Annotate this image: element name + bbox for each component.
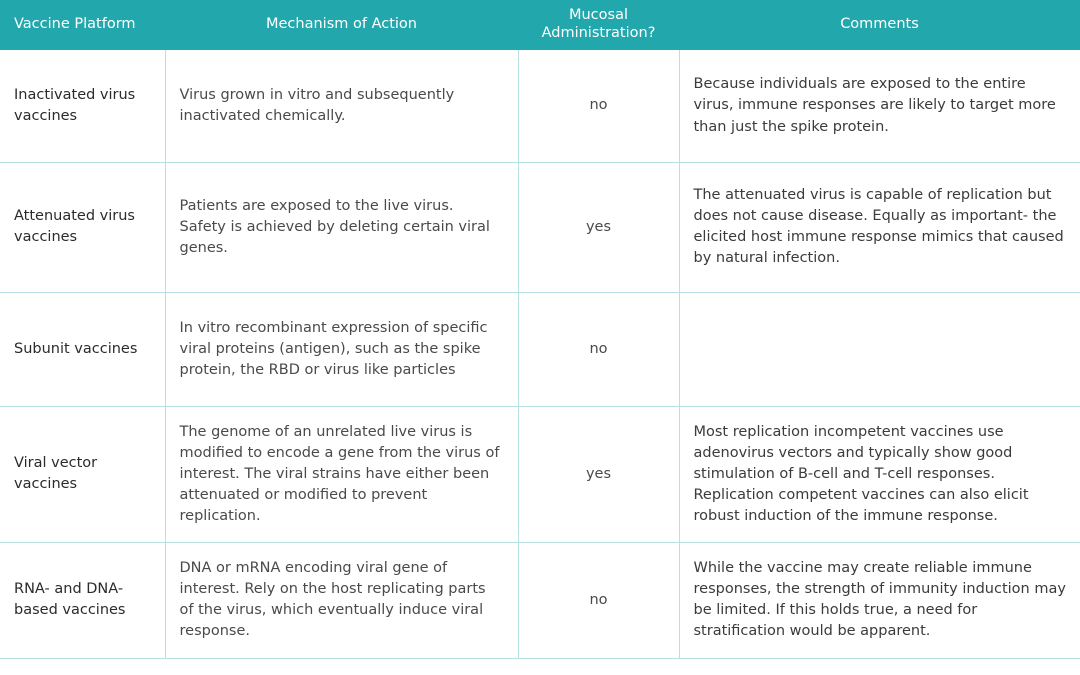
column-header-comments: Comments (679, 0, 1080, 50)
cell-comments: Most replication incompetent vaccines use adenovirus vectors and typically show good stimulation of B-cell and T-cell responses. Replication competent vaccines can also elicit robust induction of the immune response. (679, 406, 1080, 542)
table-row (0, 162, 1080, 292)
table-row (0, 542, 1080, 658)
header-row (0, 0, 1080, 50)
cell-comments: The attenuated virus is capable of replication but does not cause disease. Equally as important- the elicited host immune response mimics that caused by natural infection. (679, 162, 1080, 292)
cell-mucosal-administration: yes (518, 162, 679, 292)
cell-vaccine-platform: RNA- and DNA-based vaccines (0, 542, 165, 658)
table-row (0, 50, 1080, 162)
column-header-mechanism-of-action: Mechanism of Action (165, 0, 518, 50)
cell-mechanism-of-action: Virus grown in vitro and subsequently inactivated chemically. (165, 50, 518, 162)
cell-mucosal-administration: yes (518, 406, 679, 542)
cell-comments: While the vaccine may create reliable immune responses, the strength of immunity induction may be limited. If this holds true, a need for stratification would be apparent. (679, 542, 1080, 658)
column-header-vaccine-platform: Vaccine Platform (0, 0, 165, 50)
cell-mucosal-administration: no (518, 50, 679, 162)
cell-comments: Because individuals are exposed to the entire virus, immune responses are likely to target more than just the spike protein. (679, 50, 1080, 162)
cell-vaccine-platform: Subunit vaccines (0, 292, 165, 406)
table-body (0, 50, 1080, 658)
cell-mucosal-administration: no (518, 542, 679, 658)
cell-mucosal-administration: no (518, 292, 679, 406)
table-header (0, 0, 1080, 50)
column-header-mucosal-administration: Mucosal Administration? (518, 0, 679, 50)
table-row (0, 292, 1080, 406)
cell-mechanism-of-action: In vitro recombinant expression of specific viral proteins (antigen), such as the spike protein, the RBD or virus like particles (165, 292, 518, 406)
cell-mechanism-of-action: Patients are exposed to the live virus. Safety is achieved by deleting certain viral genes. (165, 162, 518, 292)
cell-vaccine-platform: Viral vector vaccines (0, 406, 165, 542)
cell-vaccine-platform: Inactivated virus vaccines (0, 50, 165, 162)
cell-vaccine-platform: Attenuated virus vaccines (0, 162, 165, 292)
cell-mechanism-of-action: The genome of an unrelated live virus is modified to encode a gene from the virus of interest. The viral strains have either been attenuated or modified to prevent replication. (165, 406, 518, 542)
cell-comments (679, 292, 1080, 406)
cell-mechanism-of-action: DNA or mRNA encoding viral gene of interest. Rely on the host replicating parts of the virus, which eventually induce viral response. (165, 542, 518, 658)
table-row (0, 406, 1080, 542)
